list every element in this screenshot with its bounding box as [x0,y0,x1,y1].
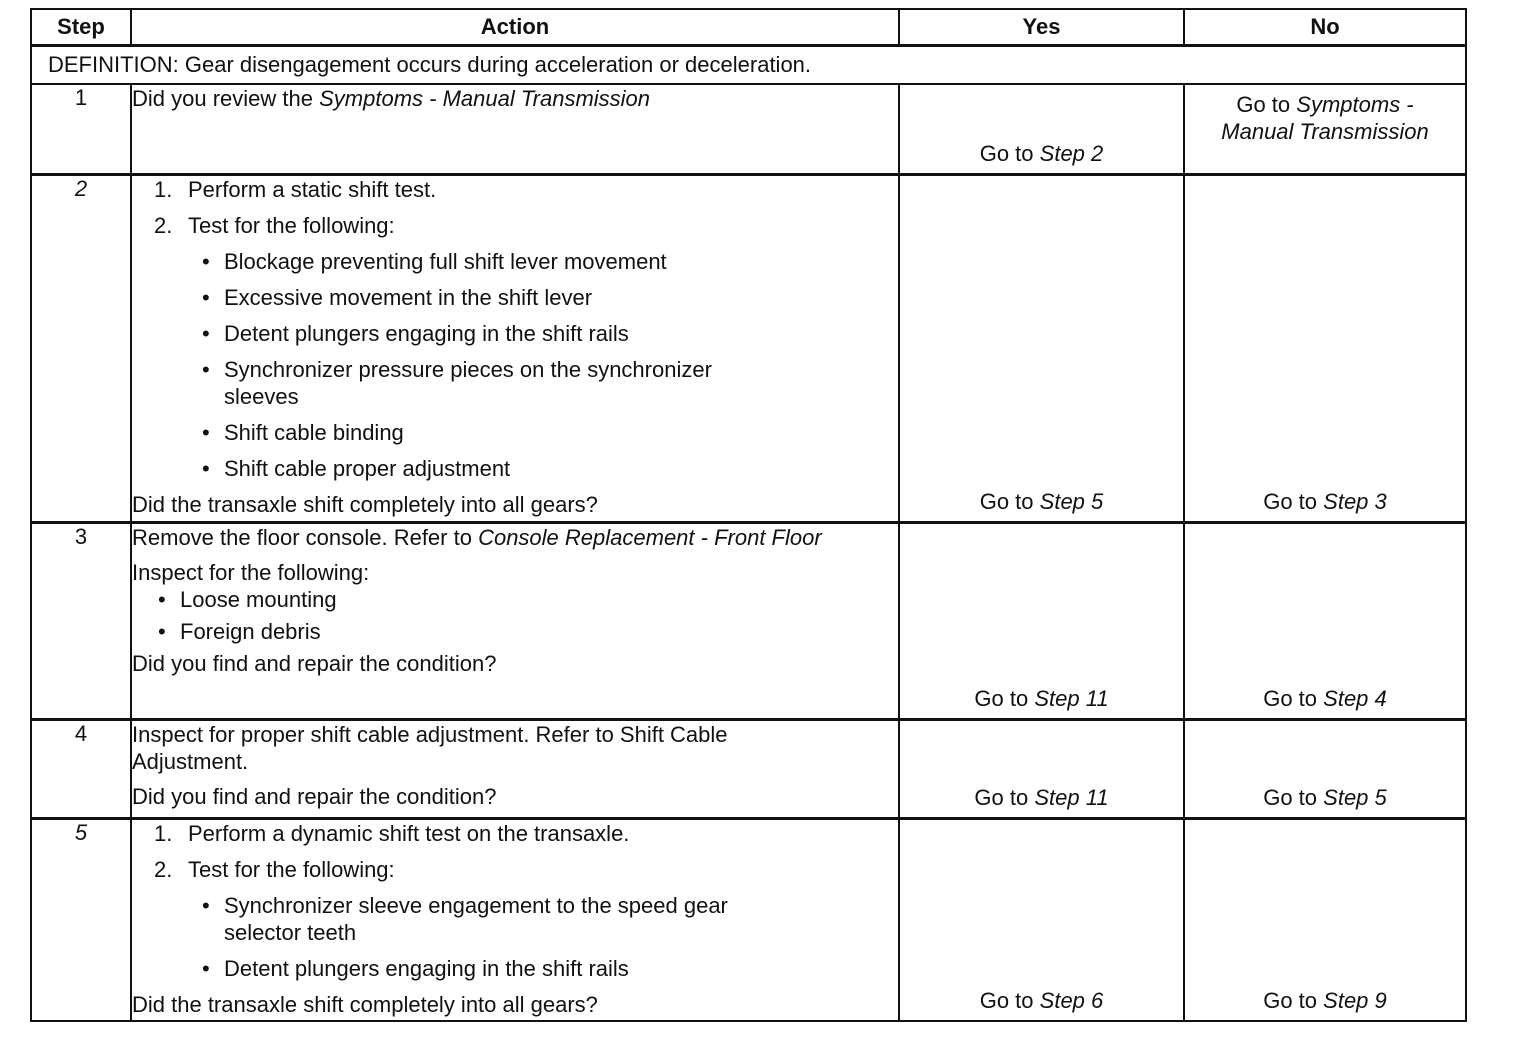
bullet-item: Foreign debris [180,619,321,644]
yes-step-link[interactable]: Step 2 [1039,141,1104,166]
table-row [31,175,1466,523]
action-cell [131,84,899,175]
goto-label: Go to [974,686,1029,711]
table-row [31,523,1466,720]
bullet-item: Detent plungers engaging in the shift rails [224,321,629,346]
step-number: 3 [31,523,131,720]
goto-label: Go to [979,141,1034,166]
definition-text: DEFINITION: Gear disengagement occurs during acceleration or deceleration. [31,46,1466,85]
action-text: Remove the floor console. Refer to [132,525,472,550]
numbered-item: Test for the following: [188,213,395,238]
no-link-line2[interactable]: Manual Transmission [1221,119,1429,144]
bullet-item: Blockage preventing full shift lever movement [224,249,667,274]
action-text: Inspect for proper shift cable adjustment. Refer to Shift Cable Adjustment. [132,722,728,774]
goto-label: Go to [1263,489,1318,514]
goto-label: Go to [1263,686,1318,711]
no-cell [1184,819,1466,1022]
goto-label: Go to [1236,92,1291,117]
no-link-line1[interactable]: Symptoms - [1296,92,1414,117]
yes-step-link[interactable]: Step 5 [1039,489,1104,514]
item-number: 2. [154,857,173,882]
no-cell [1184,720,1466,819]
header-yes: Yes [899,9,1184,46]
yes-step-link[interactable]: Step 11 [1034,686,1109,711]
yes-cell [899,819,1184,1022]
header-row [31,9,1466,46]
numbered-item: Perform a static shift test. [188,177,437,202]
item-number: 1. [154,177,173,202]
goto-label: Go to [974,785,1029,810]
bullet-item: Synchronizer sleeve engagement to the speed gear selector teeth [224,893,728,945]
action-reference: Symptoms - Manual Transmission [319,86,651,111]
bullet-item: Excessive movement in the shift lever [224,285,593,310]
goto-label: Go to [1263,785,1318,810]
no-step-link[interactable]: Step 4 [1323,686,1387,711]
no-step-link[interactable]: Step 9 [1323,988,1387,1013]
action-reference[interactable]: Console Replacement - Front Floor [478,525,822,550]
bullet-icon: • [202,956,210,981]
question-text: Did the transaxle shift completely into all gears? [132,492,598,517]
item-number: 1. [154,821,173,846]
yes-step-link[interactable]: Step 6 [1039,988,1104,1013]
question-text: Did the transaxle shift completely into all gears? [132,992,598,1017]
yes-cell [899,175,1184,523]
action-cell [131,523,899,720]
action-cell [131,819,899,1022]
header-action: Action [131,9,899,46]
yes-cell [899,84,1184,175]
step-number: 4 [31,720,131,819]
step-number: 1 [31,84,131,175]
action-cell [131,720,899,819]
goto-label: Go to [979,489,1034,514]
question-text: Did you find and repair the condition? [132,784,497,809]
bullet-icon: • [202,249,210,274]
step-number: 2 [31,175,131,523]
bullet-icon: • [202,420,210,445]
no-cell [1184,84,1466,175]
table-row [31,819,1466,1022]
yes-cell [899,720,1184,819]
diagnostic-table [30,8,1467,1022]
bullet-item: Detent plungers engaging in the shift rails [224,956,629,981]
bullet-item: Synchronizer pressure pieces on the synchronizer sleeves [224,357,712,409]
yes-step-link[interactable]: Step 11 [1034,785,1109,810]
table-row [31,84,1466,175]
header-no: No [1184,9,1466,46]
action-text: Did you review the [132,86,313,111]
bullet-item: Shift cable proper adjustment [224,456,511,481]
bullet-icon: • [158,587,166,612]
goto-label: Go to [1263,988,1318,1013]
goto-label: Go to [979,988,1034,1013]
table-row [31,720,1466,819]
bullet-icon: • [202,321,210,346]
yes-cell [899,523,1184,720]
numbered-item: Perform a dynamic shift test on the transaxle. [188,821,630,846]
action-cell [131,175,899,523]
bullet-item: Loose mounting [180,587,337,612]
bullet-item: Shift cable binding [224,420,404,445]
header-step: Step [31,9,131,46]
bullet-icon: • [158,619,166,644]
no-cell [1184,175,1466,523]
no-cell [1184,523,1466,720]
definition-row [31,46,1466,85]
action-text: Inspect for the following: [132,560,370,585]
numbered-item: Test for the following: [188,857,395,882]
question-text: Did you find and repair the condition? [132,651,497,676]
item-number: 2. [154,213,173,238]
no-step-link[interactable]: Step 3 [1323,489,1387,514]
no-step-link[interactable]: Step 5 [1323,785,1387,810]
bullet-icon: • [202,456,210,481]
bullet-icon: • [202,893,210,918]
bullet-icon: • [202,285,210,310]
step-number: 5 [31,819,131,1022]
bullet-icon: • [202,357,210,382]
